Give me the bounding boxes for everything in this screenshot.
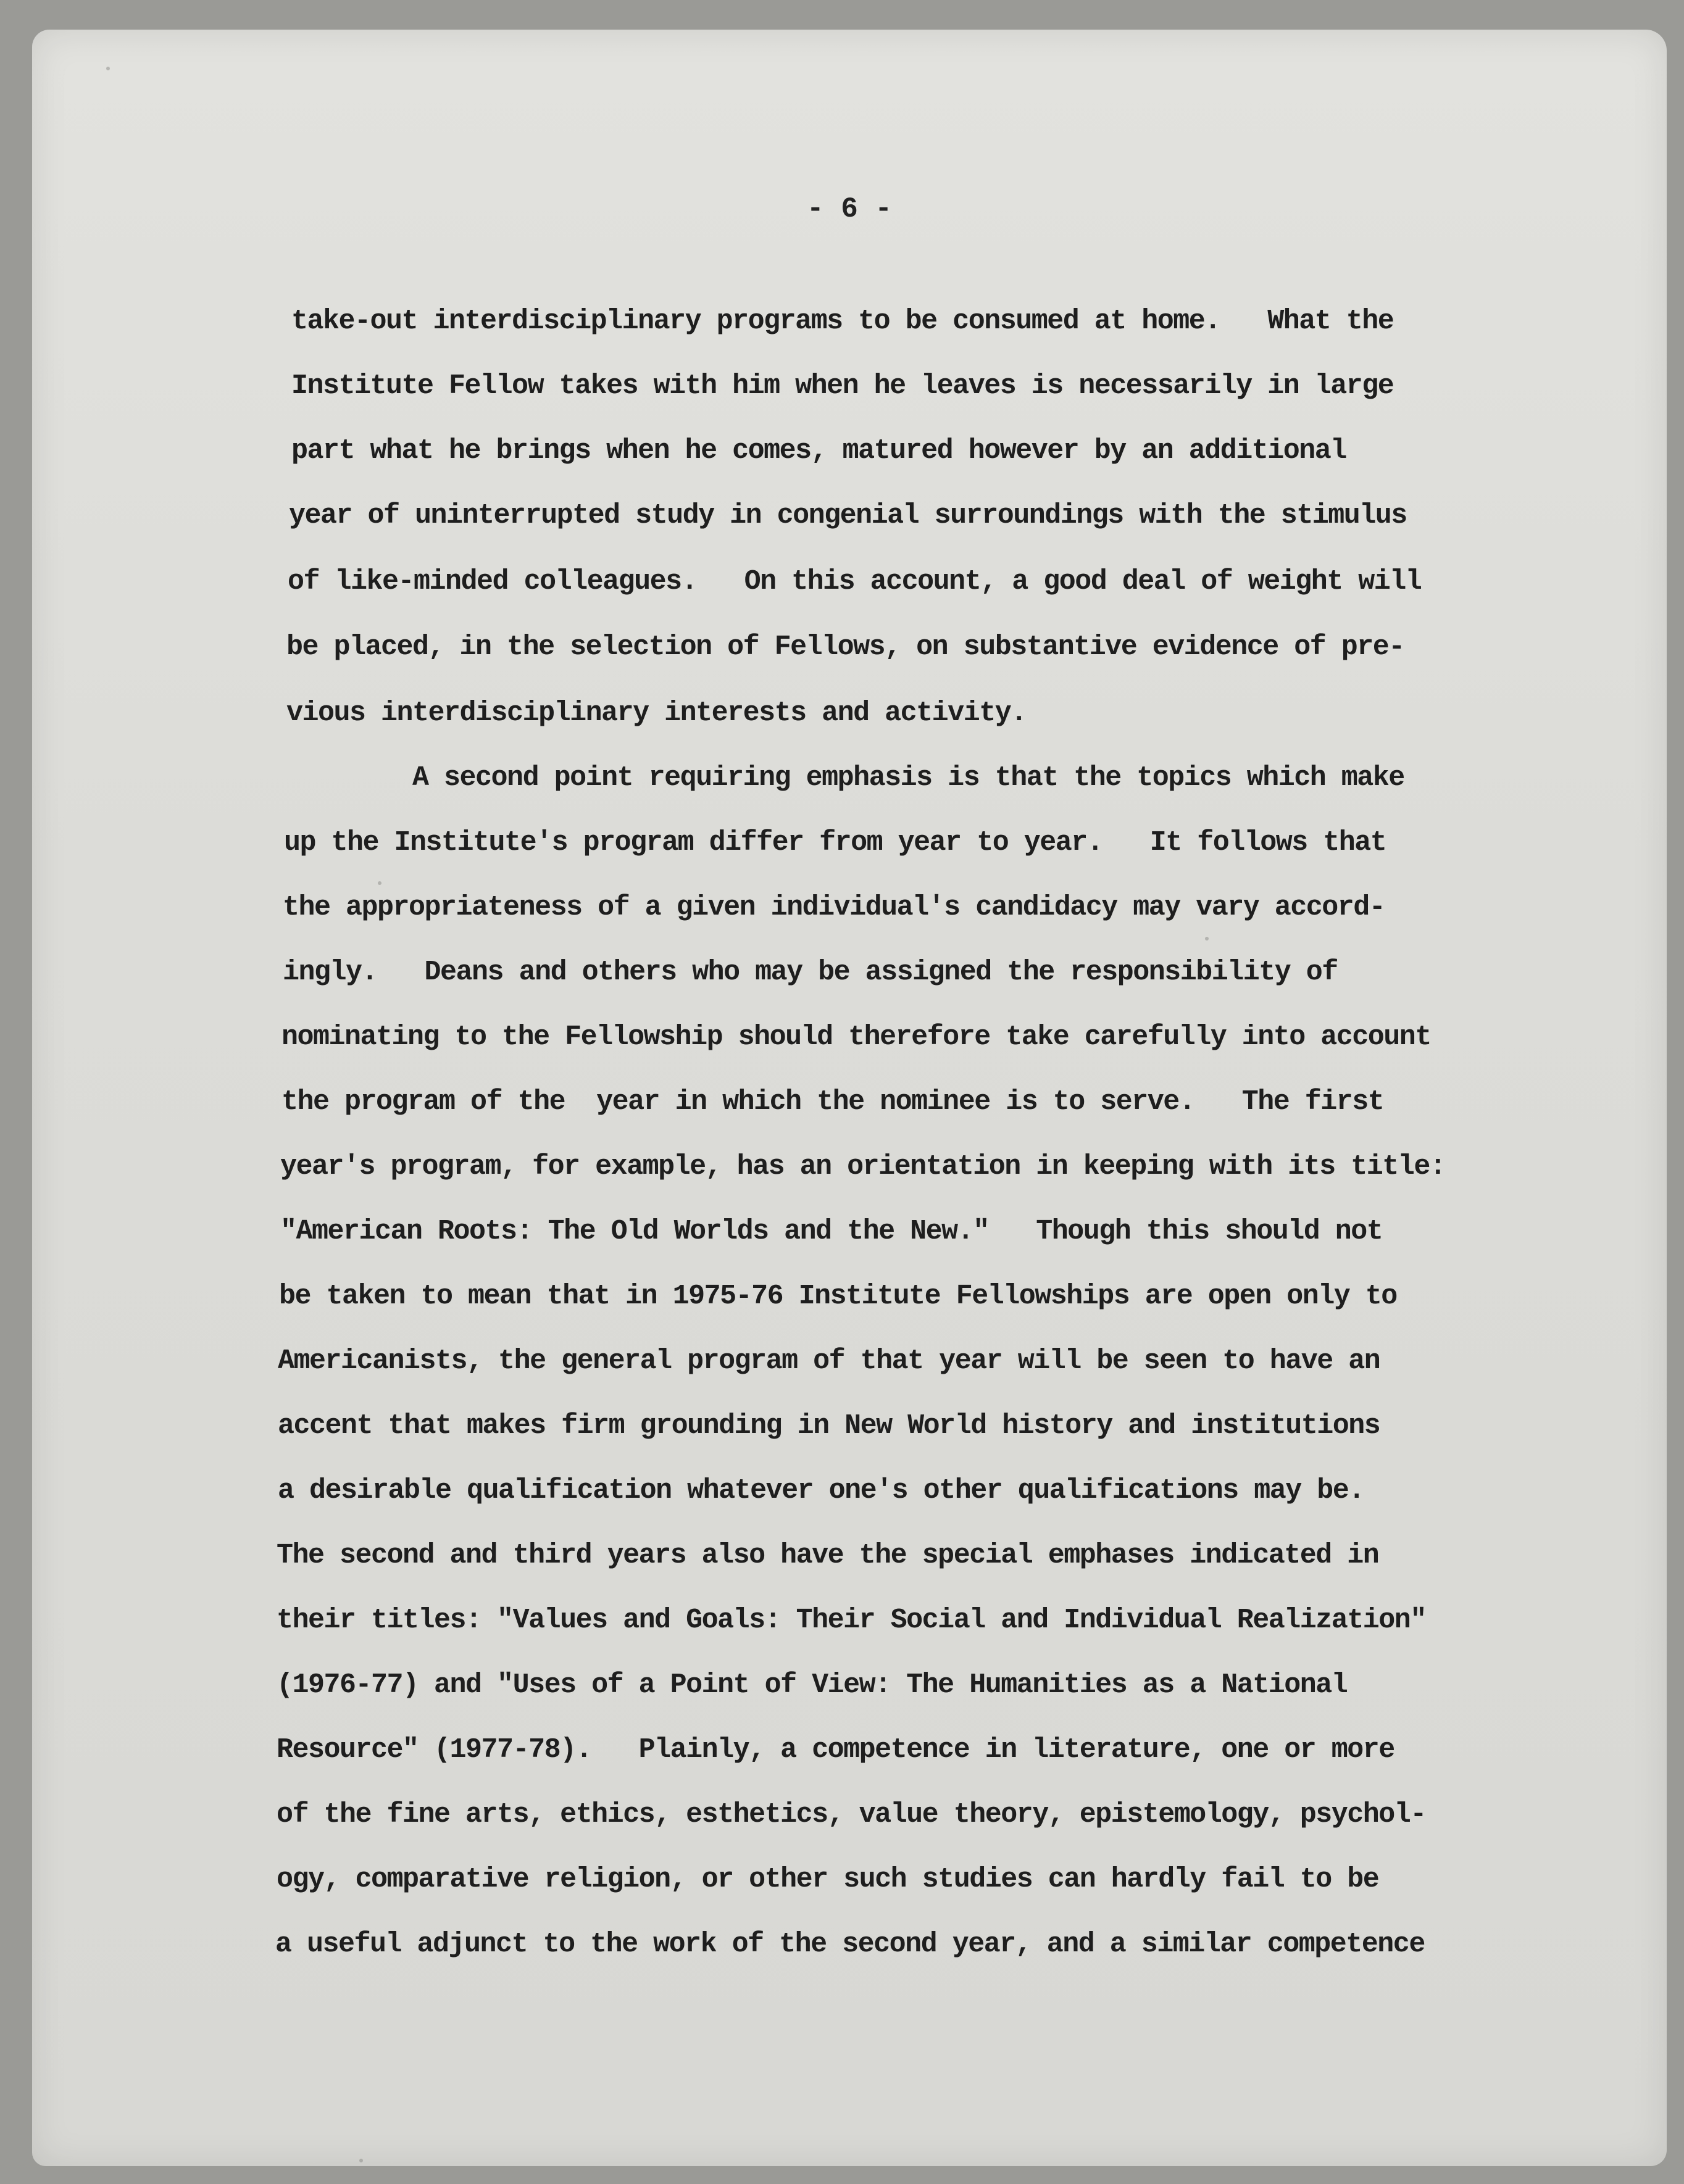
text-line: A second point requiring emphasis is that the topics which make — [286, 762, 1404, 794]
text-line: year of uninterrupted study in congenial surroundings with the stimulus — [289, 500, 1407, 531]
text-line: The second and third years also have the special emphases indicated in — [277, 1540, 1379, 1571]
paper-speck — [106, 67, 110, 70]
text-line: be placed, in the selection of Fellows, on substantive evidence of pre- — [286, 631, 1404, 663]
text-line: of like-minded colleagues. On this account, a good deal of weight will — [288, 566, 1422, 597]
text-line: vious interdisciplinary interests and activity. — [286, 697, 1027, 729]
page-number: - 6 - — [806, 193, 893, 225]
paper-speck — [1205, 937, 1209, 940]
text-line: ogy, comparative religion, or other such studies can hardly fail to be — [277, 1864, 1379, 1895]
paper-speck — [359, 2159, 363, 2162]
text-line: their titles: "Values and Goals: Their Social and Individual Realization" — [277, 1605, 1426, 1636]
text-line: a desirable qualification whatever one's other qualifications may be. — [278, 1475, 1364, 1506]
text-line: the program of the year in which the nominee is to serve. The first — [281, 1086, 1384, 1118]
text-line: ingly. Deans and others who may be assigned the responsibility of — [283, 957, 1338, 988]
text-line: "American Roots: The Old Worlds and the New." Though this should not — [280, 1216, 1383, 1247]
text-line: the appropriateness of a given individual's candidacy may vary accord- — [283, 892, 1385, 923]
text-line: of the fine arts, ethics, esthetics, value theory, epistemology, psychol- — [277, 1799, 1426, 1830]
paper-sheet — [32, 30, 1667, 2166]
text-line: (1976-77) and "Uses of a Point of View: The Humanities as a National — [277, 1669, 1348, 1701]
text-line: part what he brings when he comes, matured however by an additional — [291, 435, 1346, 467]
text-line: Institute Fellow takes with him when he leaves is necessarily in large — [291, 370, 1394, 402]
text-line: be taken to mean that in 1975-76 Institute Fellowships are open only to — [279, 1281, 1397, 1312]
text-line: up the Institute's program differ from year to year. It follows that — [284, 827, 1386, 858]
text-line: year's program, for example, has an orientation in keeping with its title: — [280, 1151, 1446, 1182]
text-line: Resource" (1977-78). Plainly, a competence in literature, one or more — [277, 1734, 1394, 1766]
text-line: Americanists, the general program of that year will be seen to have an — [278, 1345, 1380, 1377]
text-line: a useful adjunct to the work of the second year, and a similar competence — [275, 1929, 1425, 1960]
text-line: take-out interdisciplinary programs to be consumed at home. What the — [291, 305, 1394, 337]
text-line: nominating to the Fellowship should therefore take carefully into account — [281, 1021, 1431, 1053]
paper-speck — [378, 881, 381, 885]
text-line: accent that makes firm grounding in New World history and institutions — [278, 1410, 1380, 1442]
